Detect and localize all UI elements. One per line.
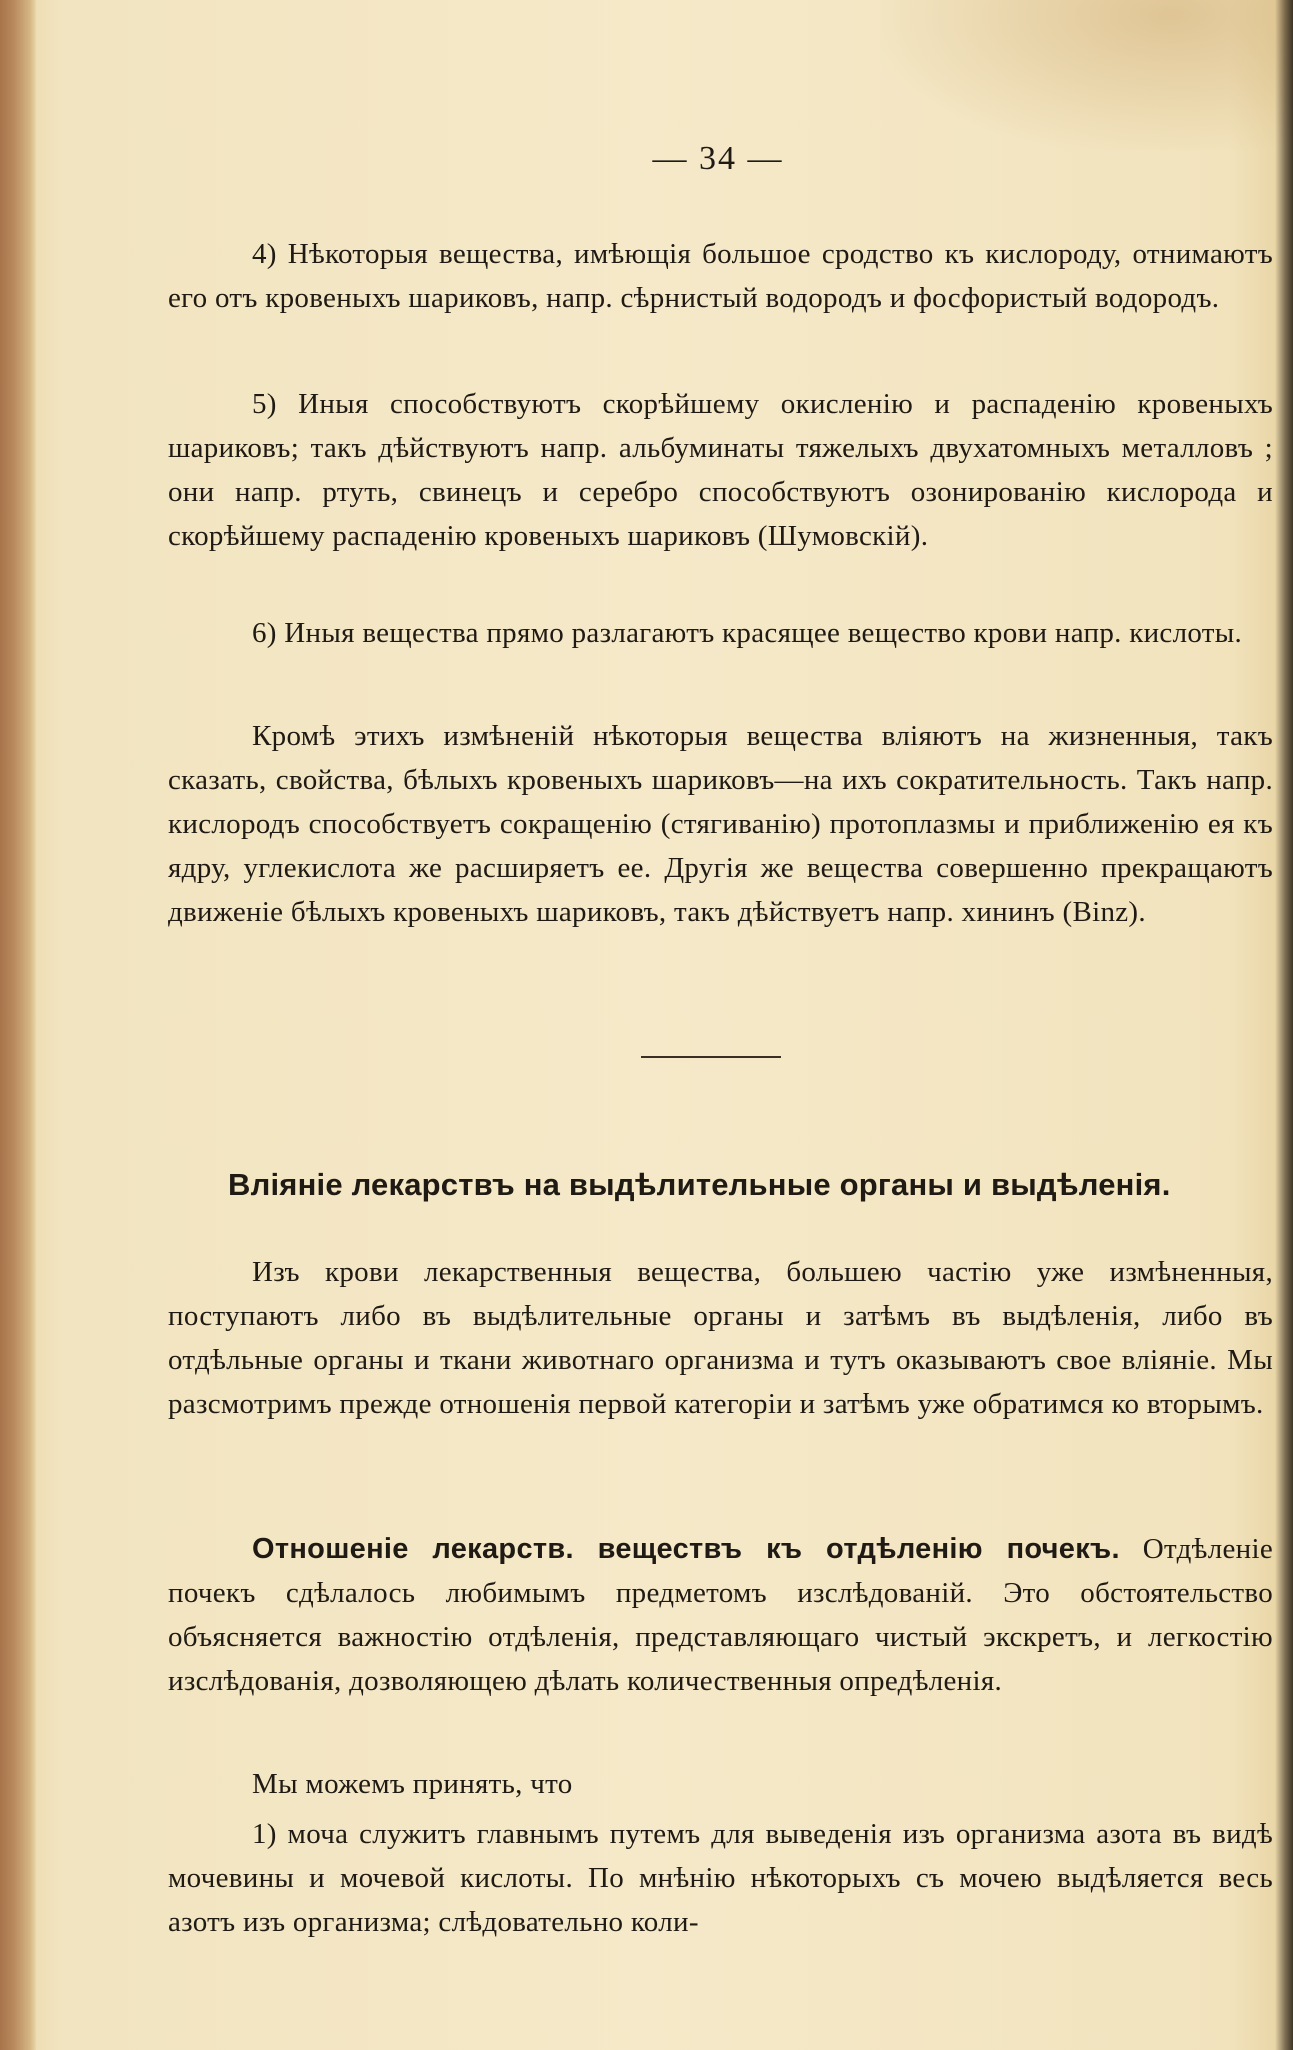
paragraph-9-text: Отдѣленіе почекъ сдѣлалось любимымъ предметомъ изслѣдованій. Это обстоятельство объясняется важностію отдѣленія, представляющаго чистый экскретъ, и легкостію изслѣдованія, дозволяющею дѣлать количественныя опредѣленія.	[168, 1533, 1274, 1697]
paragraph-5: 5) Иныя способствуютъ скорѣйшему окисленію и распаденію кровеныхъ шариковъ; такъ дѣйствуютъ напр. альбуминаты тяжелыхъ двухатомныхъ металловъ ; они напр. ртуть, свинецъ и серебро способствуютъ озонированію кислорода и скорѣйшему распаденію кровеныхъ шариковъ (Шумовскій).	[168, 388, 1273, 552]
paper-stain	[880, 0, 1293, 150]
paragraph-11: 1) моча служитъ главнымъ путемъ для выведенія изъ организма азота въ видѣ мочевины и мочевой кислоты. По мнѣнію нѣкоторыхъ съ мочею выдѣляется весь азотъ изъ организма; слѣдовательно коли-	[168, 1818, 1273, 1938]
section-heading: Вліяніе лекарствъ на выдѣлительные органы и выдѣленія.	[228, 1167, 1171, 1202]
paragraph-4: 4) Нѣкоторыя вещества, имѣющія большое сродство къ кислороду, отнимаютъ его отъ кровеныхъ шариковъ, напр. сѣрнистый водородъ и фосфористый водородъ.	[168, 238, 1273, 314]
paragraph-10: Мы можемъ принять, что	[252, 1768, 573, 1800]
book-spine	[0, 0, 36, 2050]
paragraph-7: Кромѣ этихъ измѣненій нѣкоторыя вещества вліяютъ на жизненныя, такъ сказать, свойства, бѣлыхъ кровеныхъ шариковъ—на ихъ сократительность. Такъ напр. кислородъ способствуетъ сокращенію (стягиванію) протоплазмы и приближенію ея къ ядру, углекислота же расширяетъ ее. Другія же вещества совершенно прекращаютъ движеніе бѣлыхъ кровеныхъ шариковъ, такъ дѣйствуетъ напр. хининъ (Binz).	[168, 720, 1273, 928]
paragraph-9	[168, 1527, 1273, 1703]
section-divider	[641, 1056, 781, 1058]
page-number: — 34 —	[652, 140, 784, 177]
paragraph-9-lead: Отношеніе лекарств. веществъ къ отдѣленію почекъ.	[252, 1533, 1120, 1565]
paragraph-6: 6) Иныя вещества прямо разлагаютъ красящее вещество крови напр. кислоты.	[252, 617, 1243, 649]
paragraph-8: Изъ крови лекарственныя вещества, большею частію уже измѣненныя, поступаютъ либо въ выдѣлительные органы и затѣмъ въ выдѣленія, либо въ отдѣльные органы и ткани животнаго организма и тутъ оказываютъ свое вліяніе. Мы разсмотримъ прежде отношенія первой категоріи и затѣмъ уже обратимся ко вторымъ.	[168, 1256, 1273, 1420]
page-edge-shadow	[1275, 0, 1293, 2050]
